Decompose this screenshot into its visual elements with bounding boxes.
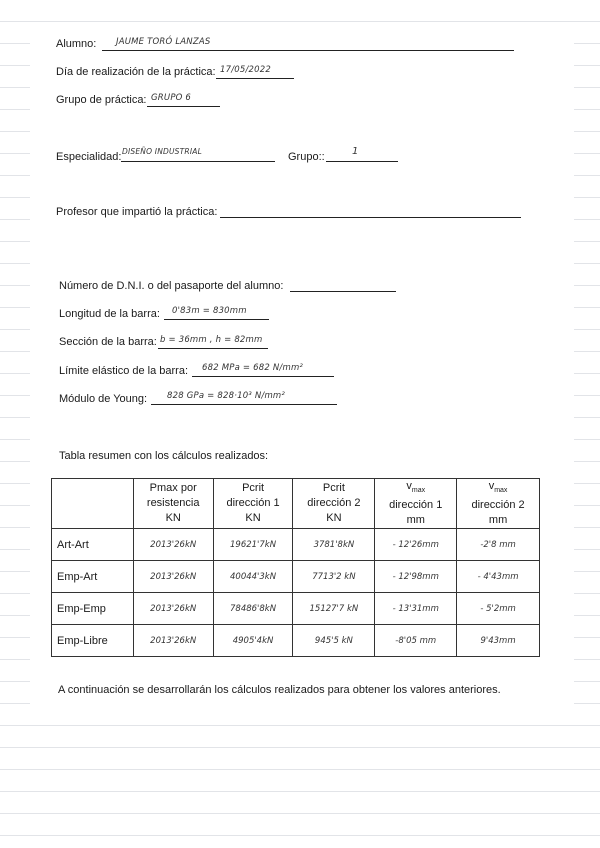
header-empty	[52, 479, 134, 529]
dni-label: Número de D.N.I. o del pasaporte del alumno:	[59, 280, 284, 292]
header-pmax-line1: Pmax por	[149, 482, 197, 495]
cell-vmax2: - 5'2mm	[457, 593, 540, 625]
limite-label: Límite elástico de la barra:	[59, 365, 189, 377]
row-label: Emp-Libre	[52, 625, 134, 657]
young-label: Módulo de Young:	[59, 393, 148, 405]
header-vmax1-line3: mm	[406, 514, 425, 527]
table-intro: Tabla resumen con los cálculos realizados:	[59, 450, 269, 462]
header-pmax-line3: KN	[165, 512, 181, 525]
table-header-row	[52, 479, 540, 529]
header-pmax-line2: resistencia	[146, 497, 200, 510]
cell-vmax2: -2'8 mm	[457, 529, 540, 561]
footer-text: A continuación se desarrollarán los cálculos realizados para obtener los valores anteriores.	[58, 684, 501, 696]
header-vmax2-line3: mm	[488, 514, 508, 527]
header-vmax2-line2: dirección 2	[471, 499, 525, 512]
fecha-label: Día de realización de la práctica:	[56, 66, 216, 78]
header-pcrit1-line1: Pcrit	[242, 482, 265, 495]
row-label: Emp-Emp	[52, 593, 134, 625]
profesor-line	[220, 205, 521, 218]
alumno-value: JAUME TORÓ LANZAS	[116, 37, 211, 47]
cell-vmax2: 9'43mm	[457, 625, 540, 657]
cell-pcrit1: 40044'3kN	[213, 561, 293, 593]
header-pcrit1-line3: KN	[245, 512, 261, 525]
cell-pmax: 2013'26kN	[133, 625, 213, 657]
cell-pcrit2: 3781'8kN	[293, 529, 375, 561]
cell-vmax1: - 13'31mm	[375, 593, 457, 625]
grupo-practica-label: Grupo de práctica:	[56, 94, 147, 106]
cell-pmax: 2013'26kN	[133, 561, 213, 593]
form-sheet	[30, 28, 574, 712]
seccion-value: b = 36mm , h = 82mm	[160, 335, 263, 345]
header-pcrit2-line3: KN	[326, 512, 342, 525]
cell-pcrit1: 78486'8kN	[213, 593, 293, 625]
cell-vmax2: - 4'43mm	[457, 561, 540, 593]
cell-pcrit2: 945'5 kN	[293, 625, 375, 657]
table-row	[52, 561, 540, 593]
header-vmax2-sub: max	[494, 487, 508, 495]
grupo-line	[326, 149, 398, 162]
alumno-label: Alumno:	[56, 38, 97, 50]
table-row	[52, 593, 540, 625]
cell-vmax1: - 12'26mm	[375, 529, 457, 561]
header-pcrit1-line2: dirección 1	[226, 497, 280, 510]
header-pcrit2	[293, 479, 375, 529]
cell-pcrit1: 19621'7kN	[213, 529, 293, 561]
table-row	[52, 625, 540, 657]
header-vmax1	[375, 479, 457, 529]
header-pcrit2-line1: Pcrit	[322, 482, 345, 495]
header-vmax2	[457, 479, 540, 529]
header-pmax	[133, 479, 213, 529]
table-row	[52, 529, 540, 561]
header-pcrit2-line2: dirección 2	[307, 497, 361, 510]
dni-line	[290, 279, 396, 292]
fecha-value: 17/05/2022	[220, 65, 271, 75]
young-value: 828 GPa = 828·10³ N/mm²	[167, 391, 286, 401]
grupo-practica-value: GRUPO 6	[151, 93, 192, 103]
header-vmax1-symbol: v	[406, 480, 412, 492]
cell-pmax: 2013'26kN	[133, 529, 213, 561]
cell-pcrit1: 4905'4kN	[213, 625, 293, 657]
cell-pcrit2: 7713'2 kN	[293, 561, 375, 593]
grupo-value: 1	[352, 146, 359, 157]
cell-vmax1: -8'05 mm	[375, 625, 457, 657]
cell-pcrit2: 15127'7 kN	[293, 593, 375, 625]
limite-value: 682 MPa = 682 N/mm²	[202, 363, 304, 373]
cell-pmax: 2013'26kN	[133, 593, 213, 625]
seccion-label: Sección de la barra:	[59, 336, 157, 348]
grupo-label: Grupo::	[288, 151, 325, 163]
especialidad-label: Especialidad:	[56, 151, 122, 163]
cell-vmax1: - 12'98mm	[375, 561, 457, 593]
header-vmax1-line2: dirección 1	[389, 499, 443, 512]
row-label: Art-Art	[52, 529, 134, 561]
especialidad-value: DISEÑO INDUSTRIAL	[122, 147, 202, 156]
summary-table	[51, 478, 540, 657]
header-vmax2-symbol: v	[488, 480, 495, 492]
header-pcrit1	[213, 479, 293, 529]
longitud-label: Longitud de la barra:	[59, 308, 160, 320]
header-vmax1-sub: max	[411, 487, 426, 495]
longitud-value: 0'83m = 830mm	[172, 306, 247, 316]
profesor-label: Profesor que impartió la práctica:	[56, 206, 218, 218]
row-label: Emp-Art	[52, 561, 134, 593]
